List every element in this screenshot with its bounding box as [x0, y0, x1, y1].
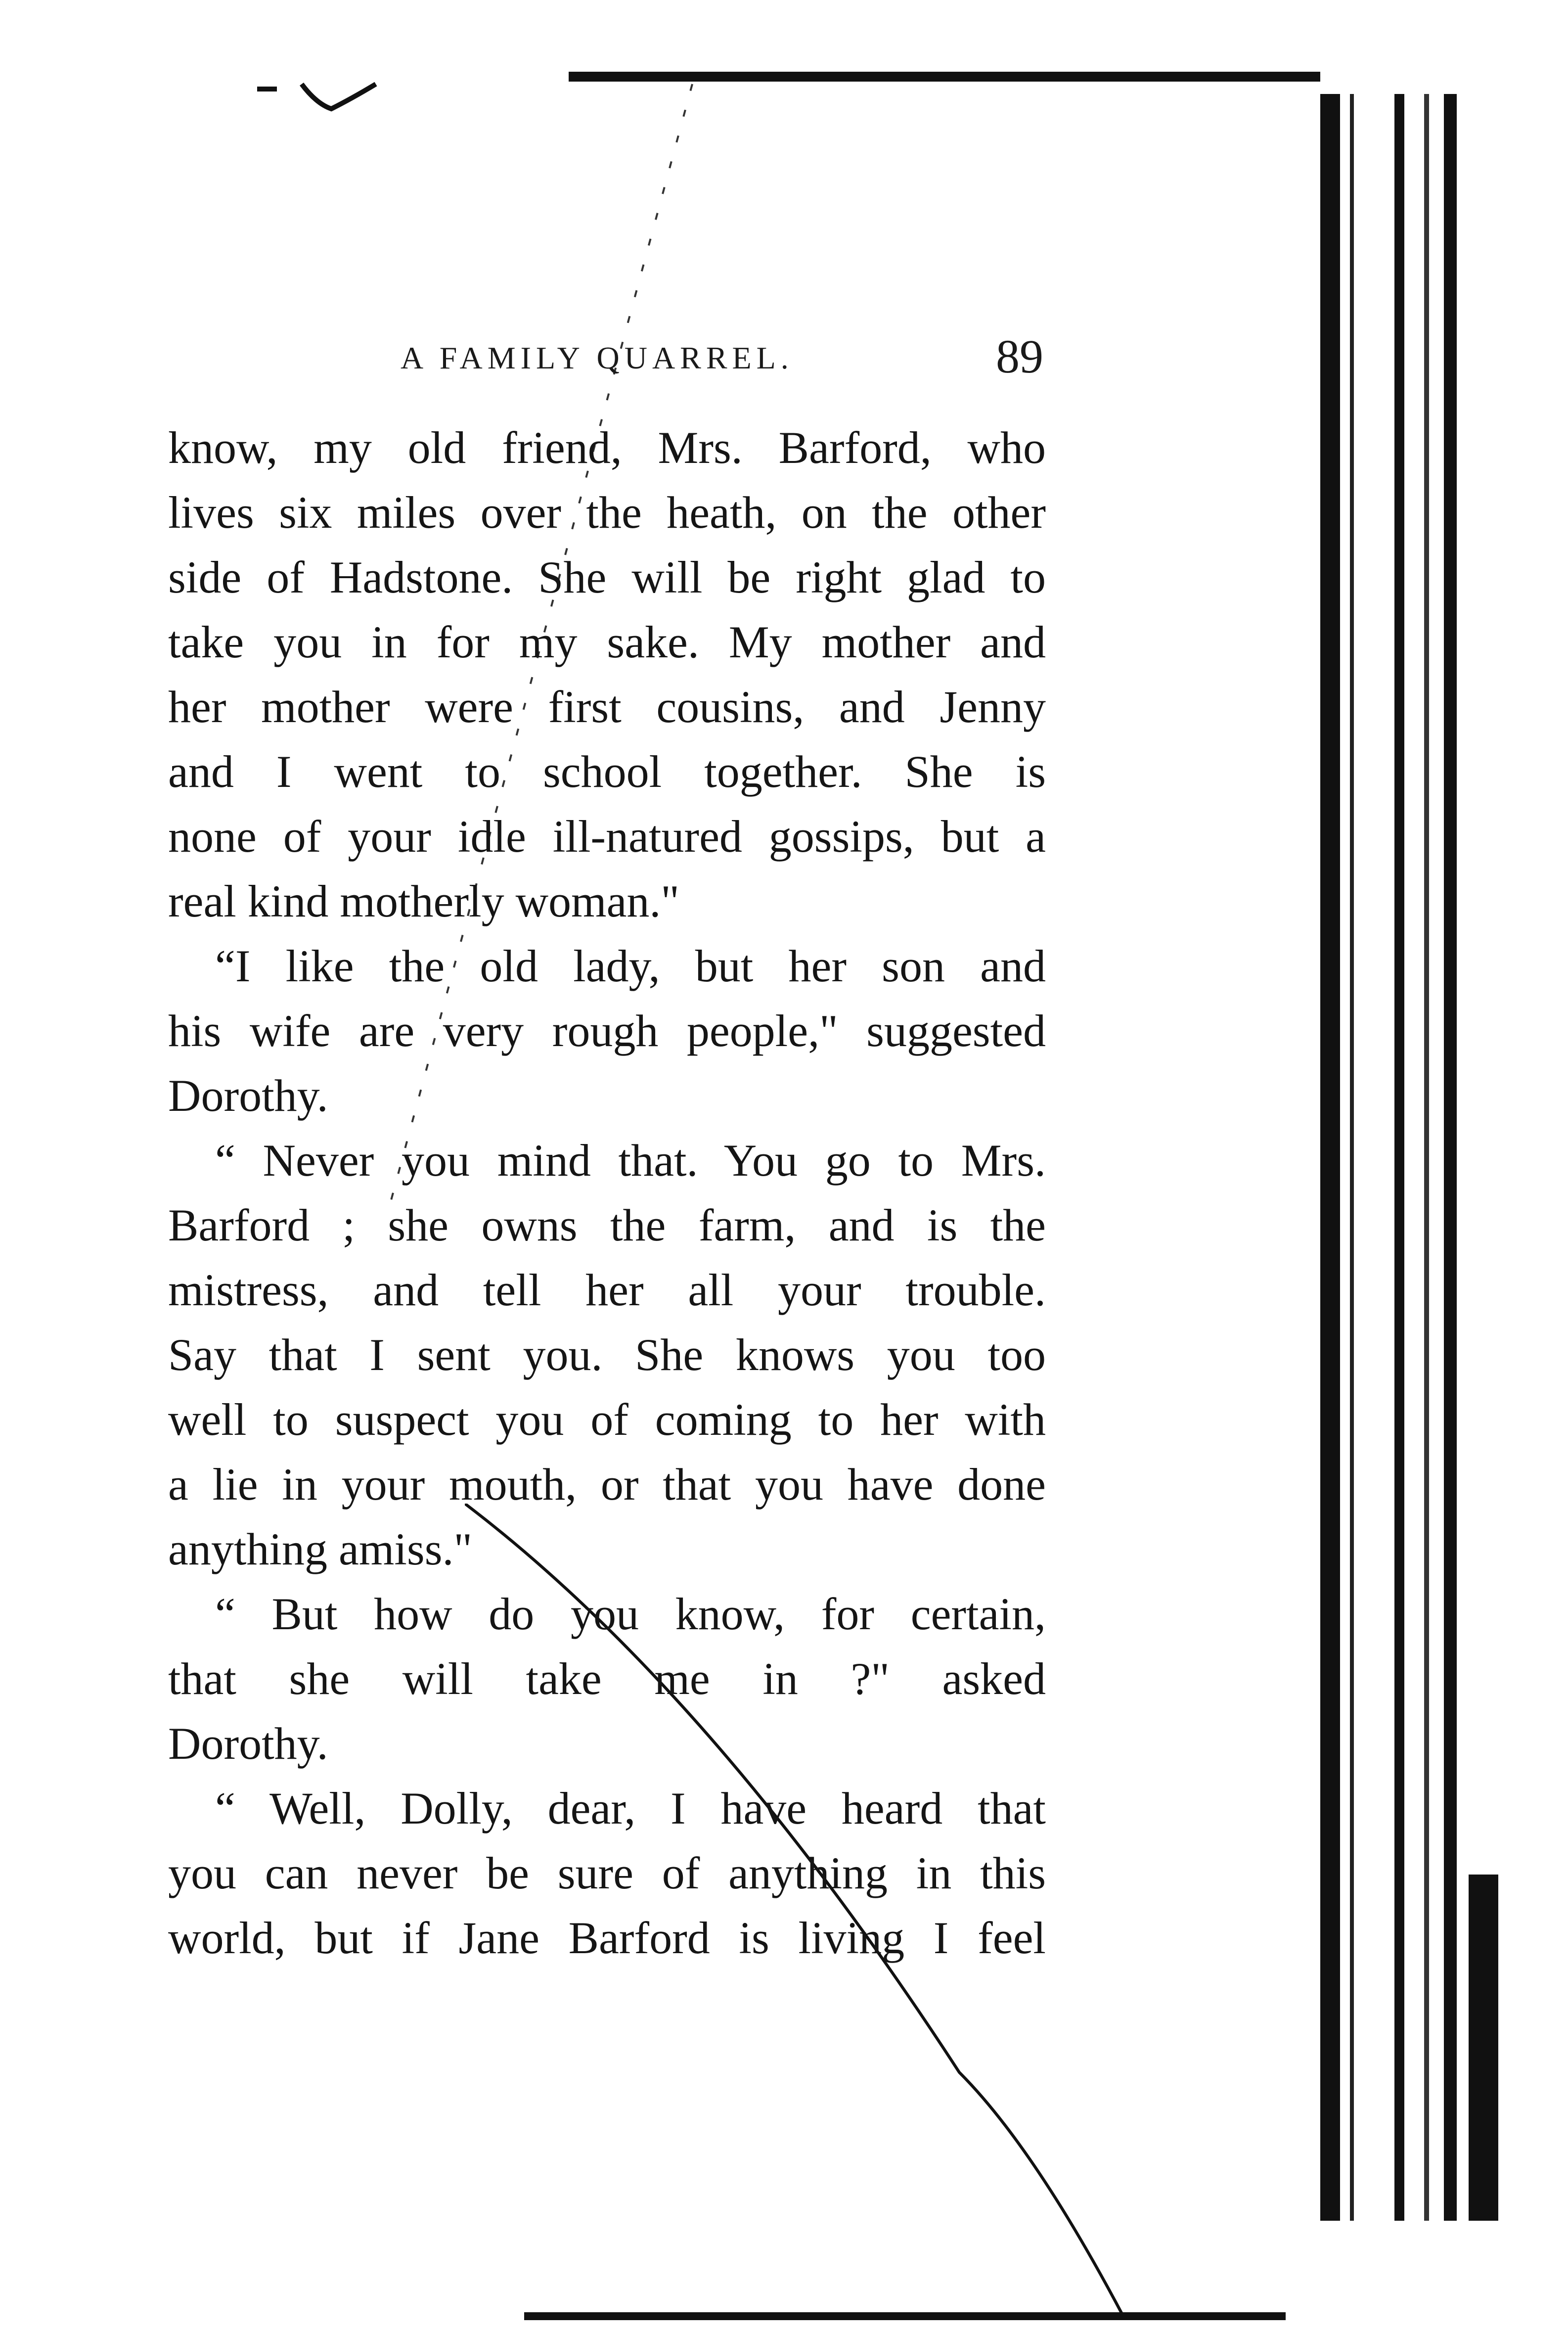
text-line: “ Well, Dolly, dear, I have heard that: [215, 1783, 1046, 1833]
text-line: anything amiss.": [168, 1524, 473, 1574]
text-line: his wife are very rough people," suggested: [168, 1006, 1046, 1056]
text-line: Say that I sent you. She knows you too: [168, 1329, 1046, 1380]
body-text: [168, 415, 1046, 1970]
text-line: none of your idle ill-natured gossips, but a: [168, 811, 1046, 862]
text-line: Dorothy.: [168, 1718, 328, 1769]
text-line: mistress, and tell her all your trouble.: [168, 1265, 1046, 1315]
book-spine-edge: [1320, 94, 1508, 2221]
text-line: and I went to school together. She is: [168, 746, 1046, 797]
text-line: lives six miles over the heath, on the other: [168, 487, 1046, 538]
text-line: real kind motherly woman.": [168, 876, 679, 926]
text-line: “ Never you mind that. You go to Mrs.: [215, 1135, 1046, 1186]
text-line: a lie in your mouth, or that you have done: [168, 1459, 1046, 1510]
text-line: her mother were first cousins, and Jenny: [168, 682, 1046, 732]
text-line: Barford ; she owns the farm, and is the: [168, 1200, 1046, 1250]
text-line: that she will take me in ?" asked: [168, 1653, 1046, 1704]
text-line: know, my old friend, Mrs. Barford, who: [168, 422, 1046, 473]
text-line: side of Hadstone. She will be right glad to: [168, 552, 1046, 602]
text-line: Dorothy.: [168, 1070, 328, 1121]
text-line: well to suspect you of coming to her with: [168, 1394, 1046, 1445]
running-head: A FAMILY QUARREL.: [401, 340, 794, 375]
text-line: “I like the old lady, but her son and: [215, 941, 1046, 991]
text-line: you can never be sure of anything in this: [168, 1848, 1046, 1898]
pencil-tick-mark: [257, 74, 396, 119]
text-line: “ But how do you know, for certain,: [215, 1589, 1046, 1639]
page-header: [168, 329, 1043, 388]
text-line: take you in for my sake. My mother and: [168, 617, 1046, 667]
page-number: 89: [996, 330, 1043, 383]
text-line: world, but if Jane Barford is living I feel: [168, 1913, 1046, 1963]
bottom-edge-rule: [524, 2312, 1286, 2320]
